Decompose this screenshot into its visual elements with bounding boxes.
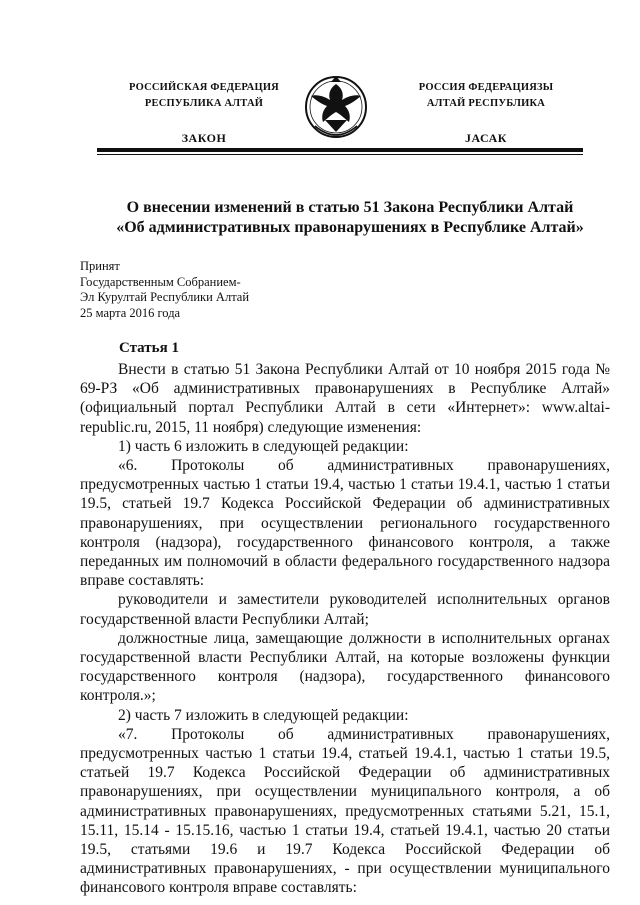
republic-name-alt: АЛТАЙ РЕСПУБЛИКА: [426, 98, 546, 109]
paragraph-item-2: 2) часть 7 изложить в следующей редакции:: [118, 706, 409, 724]
law-title-line1: О внесении изменений в статью 51 Закона Республики Алтай: [126, 199, 574, 216]
adoption-line3: Эл Курултай Республики Алтай: [80, 290, 250, 304]
document-type-alt: JАСАК: [464, 131, 507, 145]
coat-of-arms-icon: [303, 70, 369, 146]
article-heading: Статья 1: [119, 340, 179, 356]
article-body: [80, 360, 610, 898]
country-name-ru: РОССИЙСКАЯ ФЕДЕРАЦИЯ: [129, 82, 279, 93]
adoption-line2: Государственным Собранием-: [80, 274, 241, 289]
adoption-line1: Принят: [80, 259, 120, 273]
adoption-note: [80, 259, 380, 321]
paragraph-part-6: «6. Протоколы об административных правонарушениях, предусмотренных частью 1 статьи 19.4, частью 1 статьи 19.4.1, частью 1 статьи 19.5, статьей 19.7 Кодекса Российской Федерации об административных правонарушениях, при осуществлении регионального государственного контроля (надзора), государственного финансового контроля, а также переданных им полномочий в области федерального государственного надзора вправе составлять:: [80, 457, 610, 590]
paragraph-intro: Внести в статью 51 Закона Республики Алтай от 10 ноября 2015 года № 69-РЗ «Об административных правонарушениях в Республике Алтай» (официальный портал Республики Алтай в сети «Интернет»: www.altai-republic.ru, 2015, 11 ноября) следующие изменения:: [80, 361, 610, 436]
header-divider-thick: [97, 148, 583, 152]
law-title: [80, 198, 620, 238]
header-left-block: [104, 80, 304, 146]
header-right-block: [386, 80, 586, 146]
adoption-date: 25 марта 2016 года: [80, 305, 181, 320]
paragraph-heads: руководители и заместители руководителей исполнительных органов государственной власти Республики Алтай;: [80, 591, 610, 628]
country-name-alt: РОССИЯ ФЕДЕРАЦИЯЗЫ: [418, 82, 554, 93]
law-title-line2: «Об административных правонарушениях в Республике Алтай»: [116, 219, 584, 236]
paragraph-part-7: «7. Протоколы об административных правонарушениях, предусмотренных частью 1 статьи 19.4, статьей 19.4.1, частью 1 статьи 19.5, статьей 19.7 Кодекса Российской Федерации об административных правонарушениях, при осуществлении муниципального контроля, а об административных правонарушениях, предусмотренных статьями 5.21, 15.1, 15.11, 15.14 - 15.15.16, частью 1 статьи 19.4, статьей 19.4.1, частью 20 статьи 19.5, статьями 19.6 и 19.7 Кодекса Российской Федерации об административных правонарушениях, - при осуществлении муниципального финансового контроля вправе составлять:: [80, 725, 610, 897]
republic-name-ru: РЕСПУБЛИКА АЛТАЙ: [144, 98, 264, 109]
document-type-ru: ЗАКОН: [181, 131, 227, 145]
header-divider-thin: [97, 154, 583, 155]
paragraph-officials: должностные лица, замещающие должности в исполнительных органах государственной власти Республики Алтай, на которые возложены функции государственного контроля (надзора), государственного финансового контроля.»;: [80, 629, 610, 705]
paragraph-item-1: 1) часть 6 изложить в следующей редакции:: [118, 437, 409, 455]
